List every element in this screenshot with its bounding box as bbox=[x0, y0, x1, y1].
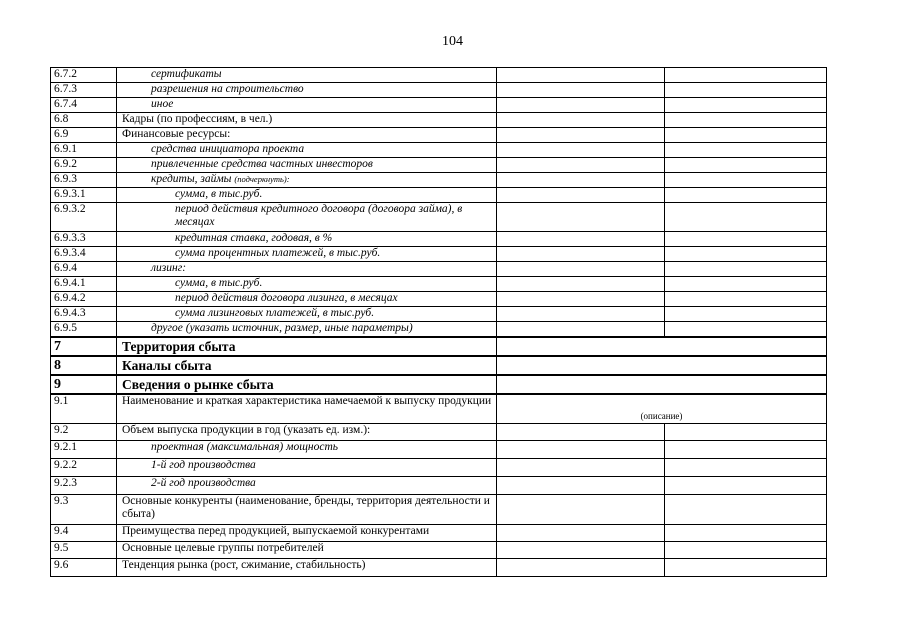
row-number: 6.9.5 bbox=[51, 322, 117, 337]
row-description: кредитная ставка, годовая, в % bbox=[117, 232, 497, 247]
table-row bbox=[51, 98, 827, 113]
section-title: Сведения о рынке сбыта bbox=[117, 375, 497, 394]
value-cell[interactable] bbox=[665, 477, 827, 495]
row-description: сумма лизинговых платежей, в тыс.руб. bbox=[117, 307, 497, 322]
row-description: Тенденция рынка (рост, сжимание, стабильность) bbox=[117, 559, 497, 577]
row-number: 9.3 bbox=[51, 495, 117, 525]
table-row bbox=[51, 188, 827, 203]
table-row bbox=[51, 559, 827, 577]
section-row bbox=[51, 375, 827, 394]
row-number: 6.9 bbox=[51, 128, 117, 143]
table-row bbox=[51, 322, 827, 337]
row-description: сумма, в тыс.руб. bbox=[117, 277, 497, 292]
value-cell[interactable] bbox=[665, 113, 827, 128]
row-description: другое (указать источник, размер, иные параметры) bbox=[117, 322, 497, 337]
value-cell[interactable] bbox=[665, 542, 827, 559]
row-number: 6.8 bbox=[51, 113, 117, 128]
value-cell[interactable] bbox=[497, 559, 665, 577]
table-row bbox=[51, 173, 827, 188]
note-text: (подчеркнуть): bbox=[234, 174, 290, 184]
row-number: 6.9.2 bbox=[51, 158, 117, 173]
section-number: 7 bbox=[51, 337, 117, 356]
row-description: Преимущества перед продукцией, выпускаемой конкурентами bbox=[117, 525, 497, 542]
description-note: (описание) bbox=[640, 411, 683, 421]
value-cell[interactable] bbox=[497, 232, 665, 247]
value-cell[interactable] bbox=[497, 128, 665, 143]
value-cell[interactable] bbox=[665, 203, 827, 232]
value-cell[interactable] bbox=[497, 98, 665, 113]
row-number: 6.9.4.1 bbox=[51, 277, 117, 292]
table-row bbox=[51, 113, 827, 128]
row-number: 9.2 bbox=[51, 424, 117, 441]
value-cell[interactable] bbox=[497, 495, 665, 525]
value-cell[interactable] bbox=[665, 292, 827, 307]
row-number: 6.9.4 bbox=[51, 262, 117, 277]
table-row bbox=[51, 542, 827, 559]
value-cell[interactable] bbox=[497, 83, 665, 98]
value-cell[interactable] bbox=[497, 292, 665, 307]
section-number: 8 bbox=[51, 356, 117, 375]
row-description: Объем выпуска продукции в год (указать ед. изм.): bbox=[117, 424, 497, 441]
row-number: 9.2.1 bbox=[51, 441, 117, 459]
value-cell[interactable] bbox=[497, 173, 665, 188]
value-cell[interactable] bbox=[497, 143, 665, 158]
value-cell[interactable] bbox=[497, 542, 665, 559]
row-description: период действия кредитного договора (договора займа), в месяцах bbox=[117, 203, 497, 232]
row-number: 6.9.3.2 bbox=[51, 203, 117, 232]
value-cell[interactable] bbox=[665, 247, 827, 262]
table-row bbox=[51, 203, 827, 232]
row-description: Кадры (по профессиям, в чел.) bbox=[117, 113, 497, 128]
row-description: Основные целевые группы потребителей bbox=[117, 542, 497, 559]
value-cell[interactable] bbox=[665, 188, 827, 203]
row-description: Финансовые ресурсы: bbox=[117, 128, 497, 143]
row-number: 6.7.3 bbox=[51, 83, 117, 98]
page-number: 104 bbox=[442, 34, 463, 49]
table-row bbox=[51, 247, 827, 262]
table-row bbox=[51, 277, 827, 292]
row-number: 6.9.3.4 bbox=[51, 247, 117, 262]
row-description: Основные конкуренты (наименование, бренды, территория деятельности и сбыта) bbox=[117, 495, 497, 525]
value-cell[interactable] bbox=[497, 262, 665, 277]
row-number: 6.7.2 bbox=[51, 68, 117, 83]
row-number: 9.2.2 bbox=[51, 459, 117, 477]
table-row bbox=[51, 68, 827, 83]
table-row bbox=[51, 307, 827, 322]
table-row bbox=[51, 83, 827, 98]
table-row bbox=[51, 232, 827, 247]
row-number: 6.7.4 bbox=[51, 98, 117, 113]
value-cell[interactable] bbox=[497, 525, 665, 542]
row-number: 9.1 bbox=[51, 394, 117, 424]
form-table bbox=[50, 67, 827, 577]
value-cell[interactable] bbox=[497, 322, 665, 337]
table-row bbox=[51, 477, 827, 495]
value-cell[interactable] bbox=[497, 394, 827, 424]
row-number: 9.4 bbox=[51, 525, 117, 542]
value-cell[interactable] bbox=[665, 158, 827, 173]
row-description: период действия договора лизинга, в месяцах bbox=[117, 292, 497, 307]
row-description: кредиты, займы (подчеркнуть): bbox=[117, 173, 497, 188]
value-cell[interactable] bbox=[497, 203, 665, 232]
row-number: 9.2.3 bbox=[51, 477, 117, 495]
value-cell[interactable] bbox=[665, 322, 827, 337]
section-number: 9 bbox=[51, 375, 117, 394]
value-cell[interactable] bbox=[665, 173, 827, 188]
row-description: средства инициатора проекта bbox=[117, 143, 497, 158]
value-cell[interactable] bbox=[665, 262, 827, 277]
value-cell[interactable] bbox=[497, 337, 827, 356]
table-row bbox=[51, 495, 827, 525]
row-number: 6.9.4.2 bbox=[51, 292, 117, 307]
value-cell[interactable] bbox=[665, 277, 827, 292]
value-cell[interactable] bbox=[497, 477, 665, 495]
value-cell[interactable] bbox=[497, 424, 665, 441]
row-number: 9.5 bbox=[51, 542, 117, 559]
value-cell[interactable] bbox=[497, 459, 665, 477]
value-cell[interactable] bbox=[665, 424, 827, 441]
value-cell[interactable] bbox=[497, 113, 665, 128]
value-cell[interactable] bbox=[665, 83, 827, 98]
value-cell[interactable] bbox=[665, 441, 827, 459]
section-title: Каналы сбыта bbox=[117, 356, 497, 375]
value-cell[interactable] bbox=[497, 307, 665, 322]
row-number: 6.9.3 bbox=[51, 173, 117, 188]
section-row bbox=[51, 337, 827, 356]
table-row bbox=[51, 525, 827, 542]
value-cell[interactable] bbox=[497, 356, 827, 375]
row-description: сертификаты bbox=[117, 68, 497, 83]
table-row bbox=[51, 424, 827, 441]
value-cell[interactable] bbox=[497, 375, 827, 394]
row-description: сумма, в тыс.руб. bbox=[117, 188, 497, 203]
value-cell[interactable] bbox=[665, 68, 827, 83]
row-description: 2-й год производства bbox=[117, 477, 497, 495]
row-description: иное bbox=[117, 98, 497, 113]
value-cell[interactable] bbox=[665, 307, 827, 322]
value-cell[interactable] bbox=[497, 158, 665, 173]
value-cell[interactable] bbox=[497, 441, 665, 459]
table-row bbox=[51, 292, 827, 307]
row-description: 1-й год производства bbox=[117, 459, 497, 477]
value-cell[interactable] bbox=[665, 143, 827, 158]
value-cell[interactable] bbox=[665, 459, 827, 477]
row-description: лизинг: bbox=[117, 262, 497, 277]
value-cell[interactable] bbox=[497, 277, 665, 292]
row-description: Наименование и краткая характеристика намечаемой к выпуску продукции bbox=[117, 394, 497, 424]
value-cell[interactable] bbox=[497, 247, 665, 262]
row-description: разрешения на строительство bbox=[117, 83, 497, 98]
table-row bbox=[51, 459, 827, 477]
table-row bbox=[51, 394, 827, 424]
row-number: 6.9.3.3 bbox=[51, 232, 117, 247]
value-cell[interactable] bbox=[665, 98, 827, 113]
table-row bbox=[51, 262, 827, 277]
row-number: 6.9.3.1 bbox=[51, 188, 117, 203]
table-row bbox=[51, 128, 827, 143]
value-cell[interactable] bbox=[665, 232, 827, 247]
value-cell[interactable] bbox=[665, 495, 827, 525]
row-description: проектная (максимальная) мощность bbox=[117, 441, 497, 459]
value-cell[interactable] bbox=[497, 188, 665, 203]
row-number: 6.9.4.3 bbox=[51, 307, 117, 322]
table-row bbox=[51, 158, 827, 173]
row-number: 6.9.1 bbox=[51, 143, 117, 158]
row-description: сумма процентных платежей, в тыс.руб. bbox=[117, 247, 497, 262]
section-title: Территория сбыта bbox=[117, 337, 497, 356]
section-row bbox=[51, 356, 827, 375]
value-cell[interactable] bbox=[497, 68, 665, 83]
row-number: 9.6 bbox=[51, 559, 117, 577]
value-cell[interactable] bbox=[665, 559, 827, 577]
value-cell[interactable] bbox=[665, 128, 827, 143]
row-description: привлеченные средства частных инвесторов bbox=[117, 158, 497, 173]
table-row bbox=[51, 441, 827, 459]
table-row bbox=[51, 143, 827, 158]
value-cell[interactable] bbox=[665, 525, 827, 542]
